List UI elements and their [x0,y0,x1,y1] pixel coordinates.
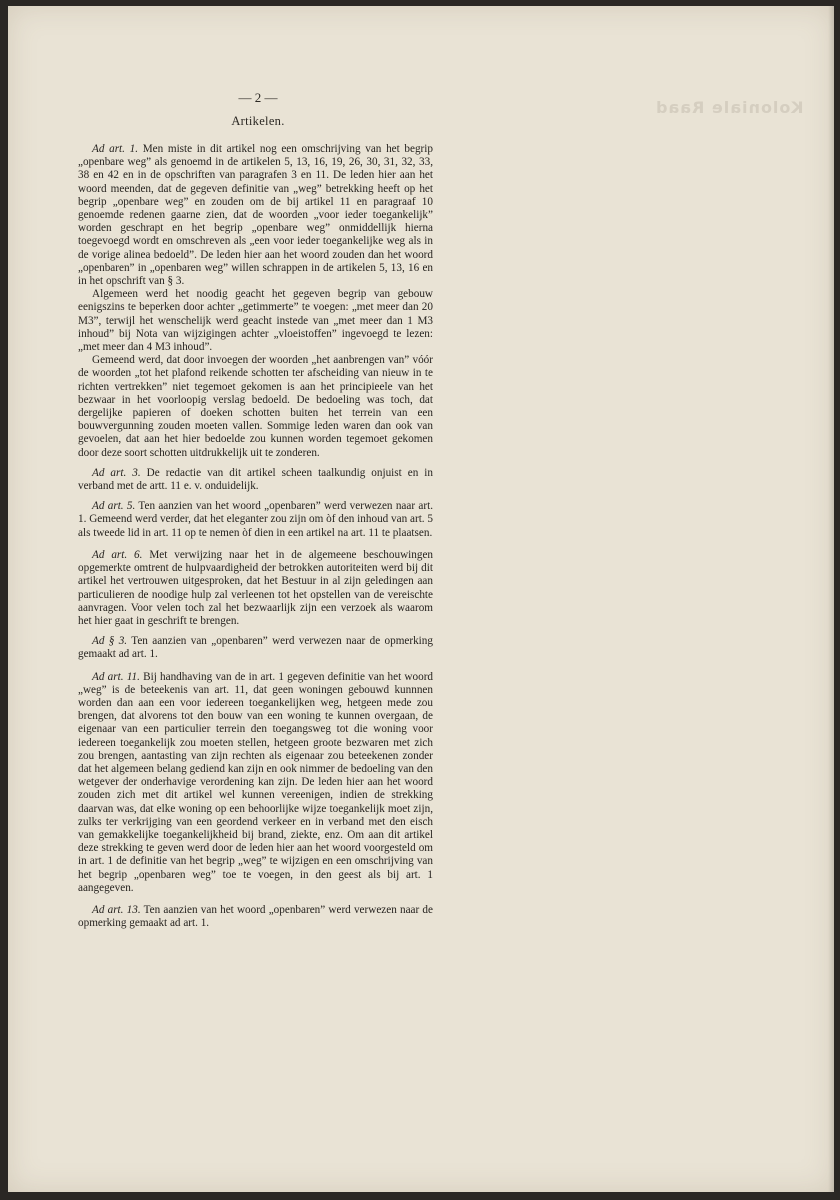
paragraph-art-5 [78,500,433,540]
bleed-through-text: Koloniale Raad [655,98,804,117]
paragraph-text: Ten aanzien van het woord „openbaren” werd verwezen naar de opmerking gemaakt ad art. 1. [78,903,433,930]
paragraph-label: Ad art. 13. [92,903,141,916]
paragraph-label: Ad art. 6. [92,548,143,561]
paragraph-art-11 [78,671,433,895]
paragraph-text: Bij handhaving van de in art. 1 gegeven definitie van het woord „weg” is de beteekenis van art. 11, dat geen woningen gebouwd kunnnen worden dan aan een voor iedereen toegankelijken weg, hetgeen mede zou brengen, dat alvorens tot den bouw van een woning te kunnen overgaan, de eigenaar van een particulier terrein den toegangsweg tot die woning voor iedereen toegankelijk zou moeten stellen, hetgeen groote bezwaren met zich zou brengen, aantasting van zijn rechten als eigenaar zou beteekenen zonder dat het algemeen belang gediend kan zijn en ook nimmer de bedoeling van den wetgever der onderhavige verordening kan zijn. De leden hier aan het woord zouden zich met dit artikel wel kunnen vereenigen, indien de strekking daarvan was, dat elke woning op een behoorlijke wijze toegankelijk moet zijn, zulks ter verkrijging van een geordend verkeer en in verband met den eisch van gemakkelijke toegankelijkheid bij brand, ziekte, enz. Om aan dit artikel deze strekking te geven werd door de leden hier aan het woord voorgesteld om in art. 1 de definitie van het begrip „weg” te wijzigen en een omschrijving van het begrip „openbaren weg” toe te voegen, in den geest als bij art. 1 aangegeven. [78,670,434,894]
paragraph-par-3 [78,635,433,661]
paragraph-gebouw [78,288,433,354]
paragraph-schotten [78,354,433,460]
paragraph-label: Ad art. 5. [92,500,136,513]
paragraph-text: Algemeen werd het noodig geacht het gegeven begrip van gebouw eenigszins te beperken door achter „getimmerte” te voegen: „met meer dan 20 M3”, terwijl het wenschelijk werd geacht instede van „met meer dan 1 M3 inhoud” bij Nota van wijzigingen achter „vloeistoffen” ingevoegd te lezen: „met meer dan 4 M3 inhoud”. [78,288,433,354]
paragraph-label: Ad § 3. [92,635,128,648]
paragraph-text: De redactie van dit artikel scheen taalkundig onjuist en in verband met de artt. 11 e. v. onduidelijk. [78,466,434,493]
paragraph-art-13 [78,904,433,930]
paragraph-art-3 [78,467,433,493]
paragraph-text: Met verwijzing naar het in de algemeene beschouwingen opgemerkte omtrent de hulpvaardigheid der betrokken autoriteiten werd bij dit artikel het vertrouwen uitgesproken, dat het Bestuur in al zijn geledingen aan particulieren de noodige hulp zal verleenen tot het opstellen van de vereischte aanvragen. Voor velen toch zal het bezwaarlijk zijn een verzoek als waarom het hier gaat in geschrift te brengen. [78,548,434,627]
paragraph-text: Ten aanzien van het woord „openbaren” werd verwezen naar art. 1. Gemeend werd verder, dat het eleganter zou zijn om òf den inhoud van art. 5 als tweede lid in art. 11 op te nemen òf dien in een artikel na art. 11 te plaatsen. [78,500,433,539]
paragraph-text: Gemeend werd, dat door invoegen der woorden „het aanbrengen van” vóór de woorden „tot het plafond reikende schotten ter afscheiding van nieuw in te richten vertrekken” niet tegemoet gekomen is aan het principieele van het bezwaar in het voorloopig verslag bedoeld. De bedoeling was toch, dat dergelijke papieren of doeken schotten buiten het terrein van een bouwvergunning zouden moeten vallen. Sommige leden waren dan ook van gevoelen, dat aan het hier bedoelde zou kunnen worden tegemoet gekomen door deze soort schotten uitdrukkelijk uit te zonderen. [78,354,433,459]
paragraph-label: Ad art. 11. [92,670,140,683]
paragraph-art-1 [78,143,433,288]
article-body [78,143,433,930]
paragraph-art-6 [78,549,433,628]
section-title: Artikelen. [231,114,285,128]
paragraph-text: Men miste in dit artikel nog een omschrijving van het begrip „openbare weg” als genoemd in de artikelen 5, 13, 16, 19, 26, 30, 31, 32, 33, 38 en 42 en in de opschriften van paragrafen 3 en 11. De leden hier aan het woord meenden, dat de gegeven definitie van „weg” betrekking heeft op het begrip „openbare weg” en zouden om de bij artikel 11 en paragraaf 10 genoemde redenen gaarne zien, dat de woorden „voor ieder toegankelijk” worden geschrapt en het begrip „openbare weg” onmiddellijk hierna toegevoegd wordt en omschreven als „een voor ieder toegankelijke weg als in de vorige alinea bedoeld”. De leden hier aan het woord zouden dan het woord „openbaren” in „openbaren weg” willen schrappen in de artikelen 5, 13, 16 en in het opschrift van § 3. [78,143,433,288]
page-number: — 2 — [238,90,278,105]
paragraph-text: Ten aanzien van „openbaren” werd verwezen naar de opmerking gemaakt ad art. 1. [78,635,433,661]
paragraph-label: Ad art. 3. [92,466,141,479]
document-page [8,6,834,1192]
page-edge-shadow [828,6,834,1192]
paragraph-label: Ad art. 1. [92,143,139,155]
